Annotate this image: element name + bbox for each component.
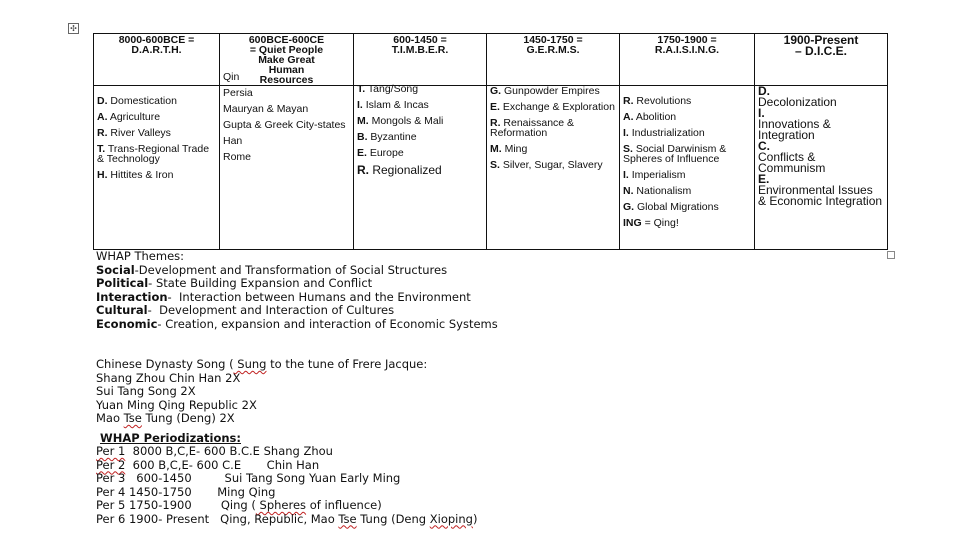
- entry-letter: T.: [97, 143, 106, 155]
- table-entry: [97, 128, 216, 138]
- period-line: [96, 499, 856, 513]
- table-entry: [223, 152, 350, 162]
- period-label: Per 1: [96, 444, 126, 458]
- period-text: 600 B,C,E- 600 C.E Chin Han: [125, 457, 320, 472]
- entry-letter: I.: [357, 99, 363, 111]
- period-word: Xioping: [429, 511, 473, 526]
- entry-text: River Valleys: [110, 127, 171, 139]
- period-5-cell: [620, 86, 755, 250]
- entry-letter: I.: [623, 127, 629, 139]
- entry-text: Han: [223, 135, 243, 147]
- entry-text: Byzantine: [370, 131, 417, 143]
- header-line: D.A.R.T.H.: [131, 44, 182, 56]
- period-3-cell: [354, 83, 487, 250]
- entry-text: Qin: [223, 71, 240, 83]
- entry-text: Imperialism: [631, 169, 686, 181]
- periodizations-title-text: WHAP Periodizations:: [100, 430, 241, 445]
- entry-letter: M.: [490, 143, 502, 155]
- entry-letter: R.: [357, 163, 369, 177]
- entry-text: Nationalism: [636, 185, 692, 197]
- table-entry: [357, 84, 483, 94]
- entry-letter: R.: [97, 127, 108, 139]
- entry-text: Innovations & Integration: [758, 117, 831, 142]
- table-move-handle-icon[interactable]: ✣: [68, 23, 79, 34]
- period-line: Per 4 1450-1750 Ming Qing: [96, 484, 276, 499]
- entry-letter: N.: [623, 185, 634, 197]
- period-1-cell: [94, 86, 220, 250]
- entry-text: Social Darwinism & Spheres of Influence: [623, 143, 727, 165]
- theme-term: Social: [96, 262, 135, 277]
- table-entry: [758, 108, 884, 141]
- entry-text: Revolutions: [636, 95, 692, 107]
- table-entry: [490, 160, 616, 170]
- entry-letter: R.: [623, 95, 634, 107]
- header-line: 600BCE-600CE: [248, 34, 325, 46]
- periodization-table: [93, 33, 888, 250]
- song-intro-word: Sung: [233, 357, 267, 371]
- table-entry: [357, 148, 483, 158]
- entry-letter: D.: [97, 95, 108, 107]
- song-line: [96, 412, 856, 426]
- theme-desc: -Development and Transformation of Social Structures: [134, 262, 448, 277]
- period-text: of influence): [306, 498, 382, 512]
- entry-letter: A.: [97, 111, 108, 123]
- theme-desc: - State Building Expansion and Conflict: [148, 276, 373, 290]
- header-line: Human: [268, 64, 305, 76]
- period-text: 8000 B,C,E- 600 B.C.E Shang Zhou: [125, 444, 333, 458]
- entry-text: Conflicts & Communism: [758, 150, 826, 175]
- period-word: Tse: [338, 511, 357, 526]
- table-entry: [490, 118, 616, 138]
- entry-letter: H.: [97, 169, 108, 181]
- table-entry: [758, 141, 884, 174]
- table-entry: [490, 102, 616, 112]
- header-period-5: [620, 34, 755, 86]
- theme-item: [96, 291, 856, 305]
- entry-text: Silver, Sugar, Slavery: [502, 159, 603, 171]
- header-line: 1450-1750 =: [523, 34, 583, 46]
- header-line: 1750-1900 =: [657, 34, 717, 46]
- entry-text: = Qing!: [644, 217, 679, 229]
- entry-text: Rome: [223, 151, 252, 163]
- period-text: Per 6 1900- Present Qing, Republic, Mao: [96, 511, 339, 526]
- table-resize-handle[interactable]: [887, 251, 895, 259]
- header-period-1: [94, 34, 220, 86]
- entry-text: Industrialization: [631, 127, 705, 139]
- entry-text: Hittites & Iron: [110, 169, 174, 181]
- table-entry: [623, 128, 751, 138]
- notes-body: [96, 250, 856, 526]
- theme-desc: - Interaction between Humans and the Environment: [167, 289, 471, 304]
- song-text: Tung (Deng) 2X: [141, 411, 235, 425]
- theme-term: Economic: [96, 316, 158, 331]
- theme-item: [96, 277, 856, 291]
- header-period-6: [755, 34, 888, 86]
- entry-letter: R.: [490, 117, 501, 129]
- period-4-cell: [487, 86, 620, 250]
- entry-letter: D.: [758, 84, 770, 98]
- header-period-3: [354, 34, 487, 86]
- entry-letter: T.: [357, 83, 366, 95]
- song-line: Yuan Ming Qing Republic 2X: [96, 397, 257, 412]
- period-6-cell: [755, 86, 888, 250]
- period-text: Per 5 1750-1900 Qing (: [96, 498, 256, 512]
- song-line: Shang Zhou Chin Han 2X: [96, 370, 241, 385]
- table-entry: [623, 170, 751, 180]
- table-entry: [623, 144, 751, 164]
- entry-letter: E.: [490, 101, 500, 113]
- entry-text: Domestication: [110, 95, 177, 107]
- period-line: [96, 445, 856, 459]
- entry-letter: M.: [357, 115, 369, 127]
- entry-letter: I.: [758, 106, 765, 120]
- theme-item: [96, 318, 856, 332]
- table-entry: [97, 170, 216, 180]
- entry-text: Environmental Issues & Economic Integration: [758, 183, 883, 208]
- song-intro-text: Chinese Dynasty Song (: [96, 357, 234, 371]
- table-entry: [357, 164, 483, 176]
- table-entry: [223, 88, 350, 98]
- song-intro: [96, 358, 856, 372]
- table-entry: [97, 112, 216, 122]
- entry-text: Mongols & Mali: [371, 115, 444, 127]
- table-entry: [357, 116, 483, 126]
- entry-letter: E.: [357, 147, 367, 159]
- entry-text: Europe: [369, 147, 404, 159]
- theme-term: Political: [96, 276, 149, 290]
- header-period-4: [487, 34, 620, 86]
- entry-letter: ING: [623, 217, 642, 229]
- header-line: R.A.I.S.I.N.G.: [654, 44, 720, 56]
- entry-letter: I.: [623, 169, 629, 181]
- theme-desc: - Development and Interaction of Cultures: [147, 303, 395, 317]
- themes-title: WHAP Themes:: [96, 249, 185, 263]
- table-entry: [223, 120, 350, 130]
- entry-letter: B.: [357, 131, 368, 143]
- period-text: ): [472, 511, 478, 526]
- entry-letter: A.: [623, 111, 634, 123]
- table-entry: [623, 96, 751, 106]
- table-entry: [490, 86, 616, 96]
- theme-item: [96, 304, 856, 318]
- theme-term: Cultural: [96, 303, 148, 317]
- table-entry: [97, 96, 216, 106]
- table-entry: [97, 144, 216, 164]
- song-intro-text: to the tune of Frere Jacque:: [266, 357, 428, 371]
- table-entry: [623, 218, 751, 228]
- entry-text: Islam & Incas: [365, 99, 429, 111]
- period-line: Per 3 600-1450 Sui Tang Song Yuan Early Ming: [96, 471, 401, 485]
- entry-text: Agriculture: [109, 111, 161, 123]
- spacer: [96, 331, 856, 358]
- theme-item: [96, 264, 856, 278]
- entry-text: Gupta & Greek City-states: [223, 119, 346, 131]
- period-word: Spheres: [255, 498, 307, 512]
- entry-text: Mauryan & Mayan: [223, 103, 309, 115]
- entry-text: Renaissance & Reformation: [490, 117, 575, 139]
- period-line: [96, 459, 856, 473]
- header-line: G.E.R.M.S.: [526, 44, 580, 56]
- entry-text: Gunpowder Empires: [504, 85, 600, 97]
- table-entry: [357, 132, 483, 142]
- table-entry: [623, 202, 751, 212]
- table-entry: [758, 174, 884, 207]
- period-label: Per 2: [96, 457, 126, 472]
- entry-text: Persia: [223, 87, 253, 99]
- periodizations-title: [96, 432, 856, 446]
- table-entry: [490, 144, 616, 154]
- entry-letter: G.: [490, 85, 502, 97]
- theme-desc: - Creation, expansion and interaction of Economic Systems: [157, 316, 498, 331]
- entry-letter: C.: [758, 139, 770, 153]
- entry-text: Abolition: [635, 111, 677, 123]
- entry-letter: S.: [623, 143, 633, 155]
- entry-text: Regionalized: [372, 163, 442, 177]
- header-line: T.I.M.B.E.R.: [391, 44, 449, 56]
- table-header-row: [94, 34, 888, 86]
- entry-text: Ming: [504, 143, 528, 155]
- song-line: Sui Tang Song 2X: [96, 384, 196, 398]
- period-line: [96, 513, 856, 527]
- header-line: 8000-600BCE =: [118, 34, 195, 46]
- period-text: Tung (Deng: [356, 511, 430, 526]
- header-line: Resources: [259, 74, 314, 86]
- theme-term: Interaction: [96, 289, 168, 304]
- entry-text: Global Migrations: [637, 201, 719, 213]
- song-word: Tse: [123, 411, 142, 425]
- table-body-row: [94, 86, 888, 250]
- entry-letter: E.: [758, 172, 770, 186]
- table-entry: [623, 186, 751, 196]
- header-line: 600-1450 =: [393, 34, 447, 46]
- entry-letter: G.: [623, 201, 635, 213]
- table-entry: [223, 136, 350, 146]
- entry-text: Tang/Song: [367, 83, 419, 95]
- table-entry: [357, 100, 483, 110]
- entry-text: Decolonization: [758, 95, 837, 109]
- entry-text: Exchange & Exploration: [502, 101, 615, 113]
- entry-text: Trans-Regional Trade & Technology: [97, 143, 210, 165]
- header-line: Make Great: [258, 54, 315, 66]
- table-entry: [758, 86, 884, 108]
- entry-letter: S.: [490, 159, 500, 171]
- table-entry: [223, 104, 350, 114]
- song-text: Mao: [96, 411, 124, 425]
- header-line: = Quiet People: [249, 44, 324, 56]
- header-line: 1900-Present: [783, 33, 859, 47]
- table-entry: [623, 112, 751, 122]
- header-line: – D.I.C.E.: [794, 44, 847, 58]
